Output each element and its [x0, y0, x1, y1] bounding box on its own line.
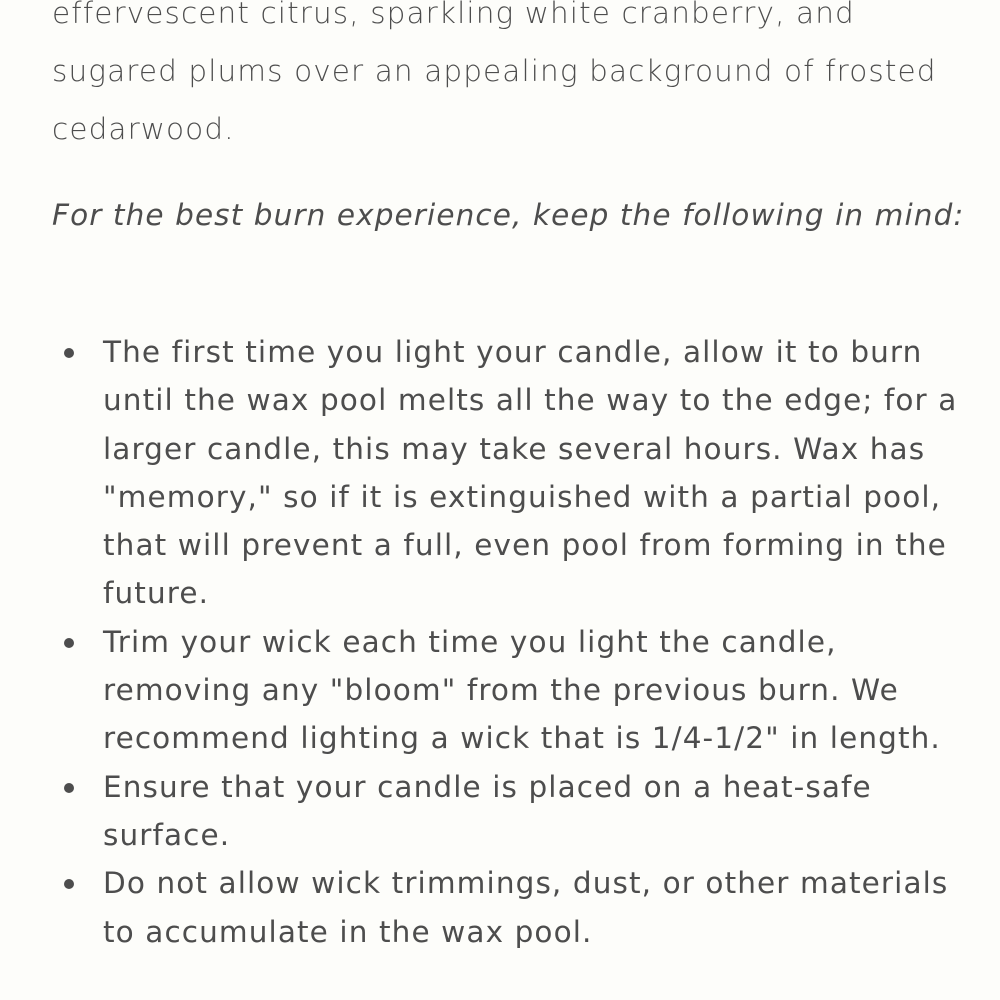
bullet-icon: [64, 783, 74, 793]
tip-text: Ensure that your candle is placed on a heat-safe surface.: [103, 769, 872, 852]
list-item: [0, 859, 1000, 956]
bullet-icon: [64, 348, 74, 358]
bullet-icon: [64, 879, 74, 889]
tip-text: Do not allow wick trimmings, dust, or other materials to accumulate in the wax pool.: [103, 866, 949, 949]
tip-text: The first time you light your candle, allow it to burn until the wax pool melts all the way to the edge; for a larger candle, this may take several hours. Wax has "memory," so if it is extinguished with a partial pool, that will prevent a full, even pool from forming in the future.: [103, 335, 958, 611]
description-intro: effervescent citrus, sparkling white cranberry, and sugared plums over an appealing background of frosted cedarwood.: [52, 0, 937, 146]
bullet-icon: [64, 638, 74, 648]
burn-tips-list: [0, 328, 1000, 956]
list-item: [0, 618, 1000, 763]
list-item: [0, 763, 1000, 860]
burn-tips-intro: For the best burn experience, keep the following in mind:: [52, 198, 965, 232]
tip-text: Trim your wick each time you light the candle, removing any "bloom" from the previous burn. We recommend lighting a wick that is 1/4-1/2" in length.: [103, 624, 941, 756]
list-item: [0, 328, 1000, 618]
